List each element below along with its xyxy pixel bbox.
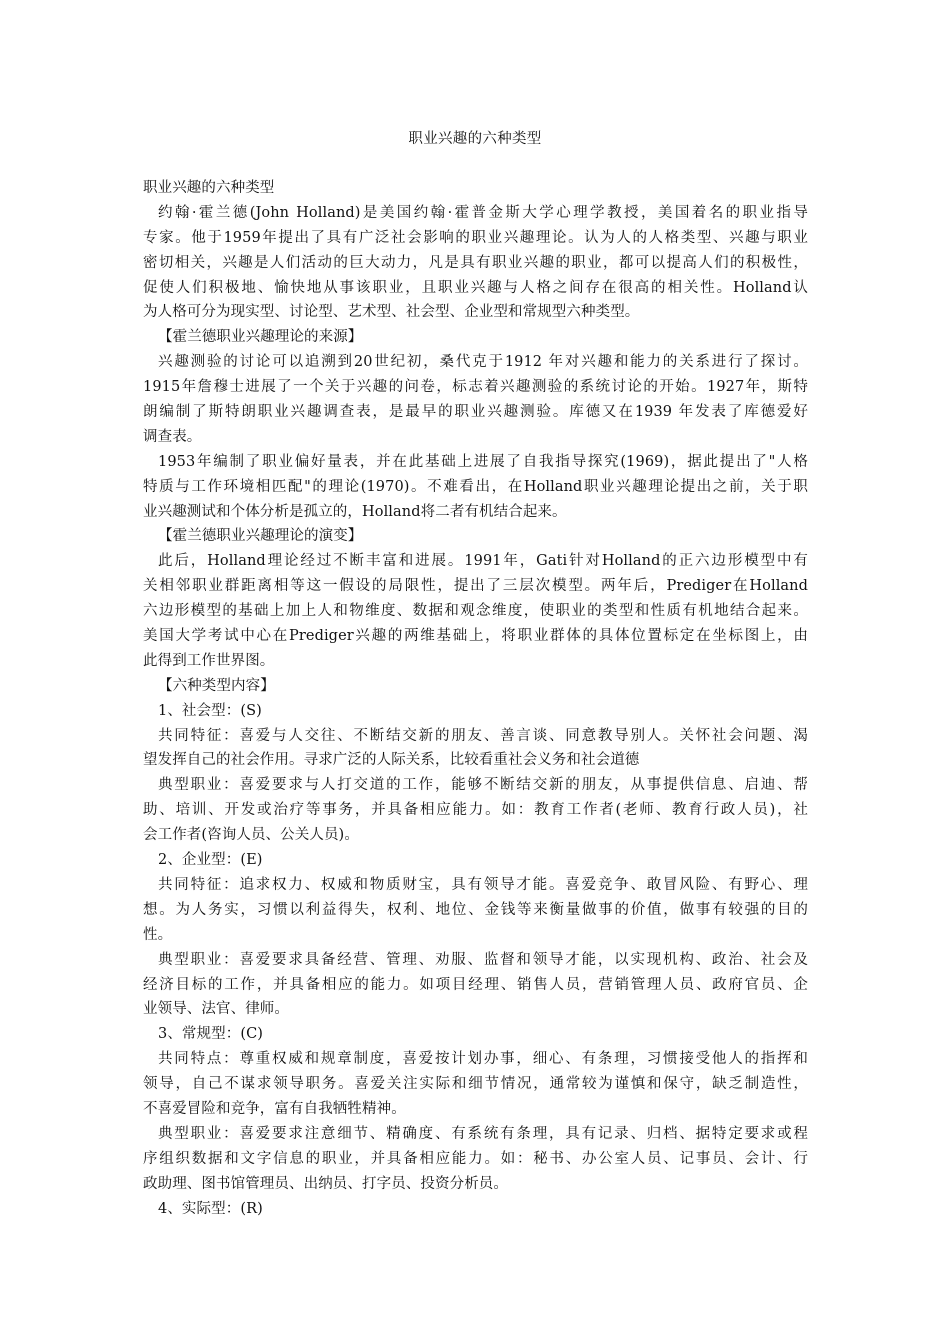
text-line: 密切相关，兴趣是人们活动的巨大动力，凡是具有职业兴趣的职业，都可以提高人们的积极性， <box>143 254 808 271</box>
text-line: 兴趣测验的讨论可以追溯到20世纪初，桑代克于1912 年对兴趣和能力的关系进行了探讨。 <box>158 354 808 371</box>
text-line: 领导，自己不谋求领导职务。喜爱关注实际和细节情况，通常较为谨慎和保守，缺乏制造性， <box>143 1076 808 1093</box>
text-line: 约翰·霍兰德(John Holland)是美国约翰·霍普金斯大学心理学教授，美国着名的职业指导 <box>158 204 808 221</box>
text-line: 为人格可分为现实型、讨论型、艺术型、社会型、企业型和常规型六种类型。 <box>143 304 640 321</box>
text-line: 【霍兰德职业兴趣理论的演变】 <box>158 528 363 545</box>
text-line: 想。为人务实，习惯以利益得失，权利、地位、金钱等来衡量做事的价值，做事有较强的目的 <box>143 901 808 918</box>
text-line: 【六种类型内容】 <box>158 677 275 694</box>
text-line: 政助理、图书馆管理员、出纳员、打字员、投资分析员。 <box>143 1175 508 1192</box>
text-line: 【霍兰德职业兴趣理论的来源】 <box>158 329 363 346</box>
text-line: 调查表。 <box>143 428 202 445</box>
text-line: 朗编制了斯特朗职业兴趣调查表，是最早的职业兴趣测验。库德又在1939 年发表了库德爱好 <box>143 404 808 421</box>
text-line: 促使人们积极地、愉快地从事该职业，且职业兴趣与人格之间存在很高的相关性。Holland认 <box>143 279 808 296</box>
text-line: 1、社会型：(S) <box>158 702 262 719</box>
text-line: 典型职业：喜爱要求与人打交道的工作，能够不断结交新的朋友，从事提供信息、启迪、帮 <box>158 777 808 794</box>
text-line: 共同特征：追求权力、权威和物质财宝，具有领导才能。喜爱竞争、敢冒风险、有野心、理 <box>158 876 808 893</box>
text-line: 共同特点：尊重权威和规章制度，喜爱按计划办事，细心、有条理，习惯接受他人的指挥和 <box>158 1051 808 1068</box>
text-line: 专家。他于1959年提出了具有广泛社会影响的职业兴趣理论。认为人的人格类型、兴趣与职业 <box>143 229 808 246</box>
text-line: 不喜爱冒险和竞争，富有自我牺牲精神。 <box>143 1100 406 1117</box>
text-line: 会工作者(咨询人员、公关人员)。 <box>143 827 359 844</box>
text-line: 典型职业：喜爱要求注意细节、精确度、有系统有条理，具有记录、归档、据特定要求或程 <box>158 1125 808 1142</box>
text-line: 序组织数据和文字信息的职业，并具备相应能力。如：秘书、办公室人员、记事员、会计、行 <box>143 1150 808 1167</box>
text-line: 六边形模型的基础上加上人和物维度、数据和观念维度，使职业的类型和性质有机地结合起来。 <box>143 603 808 620</box>
text-line: 1915年詹穆士进展了一个关于兴趣的问卷，标志着兴趣测验的系统讨论的开始。1927年，斯特 <box>143 379 808 396</box>
text-line: 关相邻职业群距离相等这一假设的局限性，提出了三层次模型。两年后，Prediger在Holland <box>143 578 808 595</box>
text-line: 职业兴趣的六种类型 <box>143 180 275 196</box>
document-body <box>143 176 808 1221</box>
text-line: 3、常规型：(C) <box>158 1026 264 1043</box>
text-line: 助、培训、开发或治疗等事务，并具备相应能力。如：教育工作者(老师、教育行政人员)，社 <box>143 802 808 819</box>
text-line: 业兴趣测试和个体分析是孤立的，Holland将二者有机结合起来。 <box>143 503 567 520</box>
text-line: 此得到工作世界图。 <box>143 652 275 669</box>
text-line: 2、企业型：(E) <box>158 852 263 869</box>
text-line: 经济目标的工作，并具备相应的能力。如项目经理、销售人员，营销管理人员、政府官员、企 <box>143 976 808 993</box>
text-line: 1953年编制了职业偏好量表，并在此基础上进展了自我指导探究(1969)，据此提出了"人格 <box>158 453 808 470</box>
text-line: 特质与工作环境相匹配"的理论(1970)。不难看出，在Holland职业兴趣理论提出之前，关于职 <box>143 478 808 495</box>
text-line: 此后，Holland理论经过不断丰富和进展。1991年，Gati针对Holland的正六边形模型中有 <box>158 553 808 570</box>
text-line: 业领导、法官、律师。 <box>143 1001 289 1018</box>
text-line: 4、实际型：(R) <box>158 1200 263 1217</box>
document-title: 职业兴趣的六种类型 <box>408 131 542 147</box>
text-line: 典型职业：喜爱要求具备经营、管理、劝服、监督和领导才能，以实现机构、政治、社会及 <box>158 951 808 968</box>
text-line: 美国大学考试中心在Prediger兴趣的两维基础上，将职业群体的具体位置标定在坐标图上，由 <box>143 628 808 645</box>
text-line: 望发挥自己的社会作用。寻求广泛的人际关系，比较看重社会义务和社会道德 <box>143 752 640 769</box>
text-line: 性。 <box>143 926 173 943</box>
text-line: 共同特征：喜爱与人交往、不断结交新的朋友、善言谈、同意教导别人。关怀社会问题、渴 <box>158 727 808 744</box>
